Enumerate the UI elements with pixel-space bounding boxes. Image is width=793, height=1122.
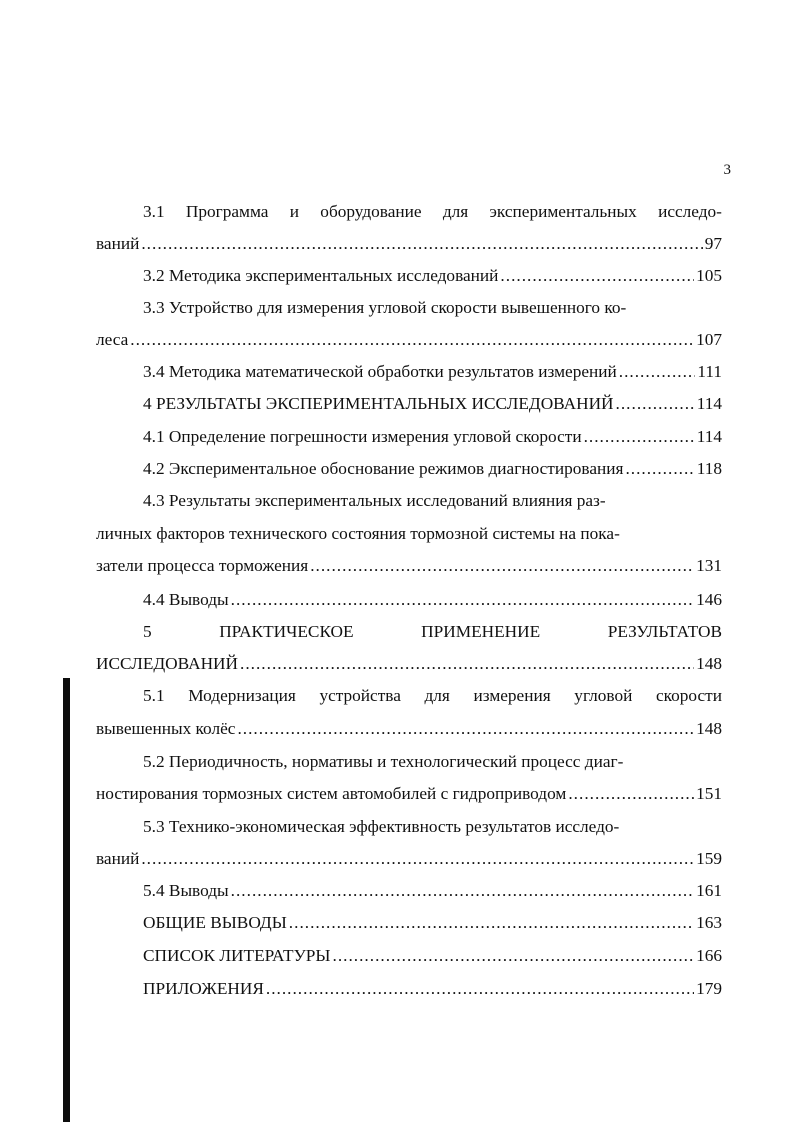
leader-dots: [568, 783, 694, 805]
toc-word: экспериментальных: [489, 202, 637, 221]
toc-page-number: 151: [696, 784, 722, 803]
toc-text: ностирования тормозных систем автомобилей с гидроприводом: [96, 784, 567, 803]
toc-page-number: 161: [696, 881, 722, 900]
toc-word: 5.1: [143, 686, 165, 705]
toc-page-number: 163: [696, 913, 722, 932]
toc-word: для: [442, 202, 469, 221]
toc-word: оборудование: [320, 202, 422, 221]
toc-entry-conclusions: [143, 912, 722, 934]
toc-entry-4-3-line3: [96, 555, 722, 577]
toc-entry-4-4: [143, 589, 722, 611]
page-number: 3: [723, 162, 731, 178]
leader-dots: [584, 426, 695, 448]
toc-page-number: 131: [696, 556, 722, 575]
toc-entry-5-1-line2: [96, 718, 722, 740]
toc-page-number: 179: [696, 979, 722, 998]
toc-text: 5.2 Периодичность, нормативы и технологический процесс диаг-: [143, 752, 624, 771]
toc-entry-5-3-line2: [96, 848, 722, 870]
toc-entry-5-1-line1: [143, 685, 722, 707]
toc-word: Модернизация: [188, 686, 296, 705]
toc-text: 5.4 Выводы: [143, 881, 229, 900]
toc-word: 3.1: [143, 202, 165, 221]
leader-dots: [231, 589, 694, 611]
toc-entry-5-3-line1: [143, 816, 722, 838]
toc-word: исследо-: [658, 202, 722, 221]
toc-word: ПРИМЕНЕНИЕ: [421, 622, 541, 641]
toc-page-number: 107: [696, 330, 722, 349]
toc-word: РЕЗУЛЬТАТОВ: [607, 622, 722, 641]
toc-entry-3-3-line2: [96, 329, 722, 351]
toc-text: 4 РЕЗУЛЬТАТЫ ЭКСПЕРИМЕНТАЛЬНЫХ ИССЛЕДОВАНИЙ: [143, 394, 614, 413]
leader-dots: [619, 361, 696, 383]
toc-entry-5-2-line2: [96, 783, 722, 805]
toc-page-number: 105: [696, 266, 722, 285]
toc-text: 3.2 Методика экспериментальных исследований: [143, 266, 499, 285]
leader-dots: [130, 329, 694, 351]
toc-entry-4: [143, 393, 722, 415]
toc-text: ИССЛЕДОВАНИЙ: [96, 654, 239, 673]
leader-dots: [266, 978, 694, 1000]
toc-text: ваний: [96, 849, 140, 868]
leader-dots: [237, 718, 694, 740]
toc-entry-5-line1: [143, 621, 722, 643]
toc-text: 4.3 Результаты экспериментальных исследований влияния раз-: [143, 491, 606, 510]
toc-entry-5-line2: [96, 653, 722, 675]
toc-text: ПРИЛОЖЕНИЯ: [143, 979, 264, 998]
toc-entry-4-3-line1: [143, 490, 722, 512]
toc-word: и: [289, 202, 300, 221]
toc-entry-references: [143, 945, 722, 967]
toc-page-number: 166: [696, 946, 722, 965]
toc-word: ПРАКТИЧЕСКОЕ: [219, 622, 354, 641]
toc-word: для: [424, 686, 450, 705]
leader-dots: [500, 265, 694, 287]
toc-page-number: 146: [696, 590, 722, 609]
toc-entry-3-1-line2: [96, 233, 722, 255]
toc-page-number: 111: [697, 362, 722, 381]
toc-page-number: 97: [704, 234, 722, 253]
toc-text: личных факторов технического состояния тормозной системы на пока-: [96, 524, 620, 543]
leader-dots: [289, 912, 694, 934]
leader-dots: [231, 880, 694, 902]
toc-page-number: 148: [696, 654, 722, 673]
toc-entry-5-4: [143, 880, 722, 902]
toc-text: ваний: [96, 234, 140, 253]
toc-entry-3-3-line1: [143, 297, 722, 319]
toc-text: леса: [96, 330, 129, 349]
toc-text: затели процесса торможения: [96, 556, 309, 575]
toc-word: измерения: [473, 686, 551, 705]
toc-page-number: 114: [696, 394, 722, 413]
toc-entry-3-1-line1: [143, 201, 722, 223]
toc-page-number: 118: [696, 459, 722, 478]
leader-dots: [333, 945, 695, 967]
toc-page-number: 114: [696, 427, 722, 446]
leader-dots: [141, 848, 694, 870]
toc-text: ОБЩИЕ ВЫВОДЫ: [143, 913, 287, 932]
toc-word: Программа: [185, 202, 269, 221]
toc-page-number: 159: [696, 849, 722, 868]
toc-text: 4.2 Экспериментальное обоснование режимов диагностирования: [143, 459, 624, 478]
toc-text: СПИСОК ЛИТЕРАТУРЫ: [143, 946, 331, 965]
scan-edge-bar: [63, 678, 70, 1122]
toc-entry-3-2: [143, 265, 722, 287]
leader-dots: [141, 233, 702, 255]
leader-dots: [625, 458, 694, 480]
toc-word: 5: [143, 622, 152, 641]
toc-text: 5.3 Технико-экономическая эффективность результатов исследо-: [143, 817, 620, 836]
toc-entry-3-4: [143, 361, 722, 383]
toc-entry-4-3-line2: [96, 523, 722, 545]
toc-text: 4.4 Выводы: [143, 590, 229, 609]
toc-text: 4.1 Определение погрешности измерения угловой скорости: [143, 427, 582, 446]
toc-word: устройства: [319, 686, 401, 705]
toc-entry-4-1: [143, 426, 722, 448]
leader-dots: [310, 555, 694, 577]
toc-page-number: 148: [696, 719, 722, 738]
toc-entry-5-2-line1: [143, 751, 722, 773]
toc-word: угловой: [574, 686, 633, 705]
toc-word: скорости: [655, 686, 722, 705]
toc-text: вывешенных колёс: [96, 719, 236, 738]
leader-dots: [240, 653, 694, 675]
toc-entry-4-2: [143, 458, 722, 480]
toc-text: 3.3 Устройство для измерения угловой скорости вывешенного ко-: [143, 298, 627, 317]
toc-entry-appendices: [143, 978, 722, 1000]
toc-text: 3.4 Методика математической обработки результатов измерений: [143, 362, 617, 381]
leader-dots: [616, 393, 695, 415]
